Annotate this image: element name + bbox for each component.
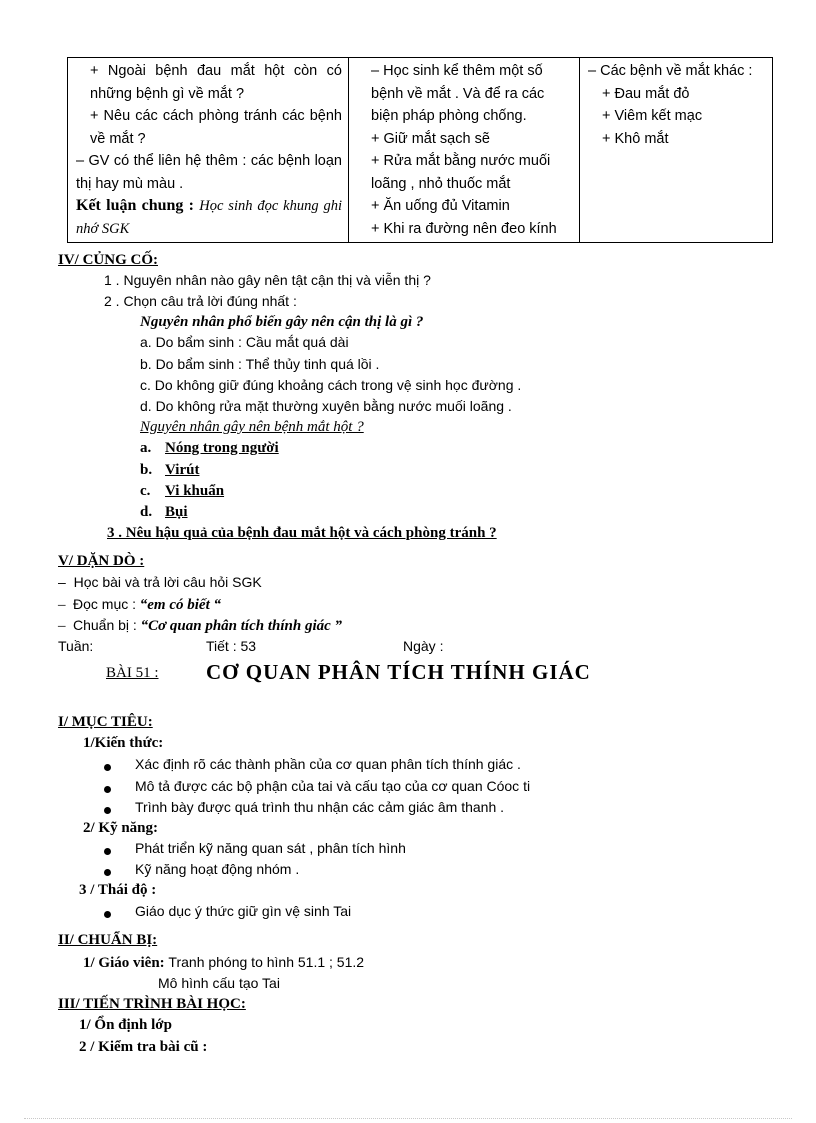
- teacher-prep-model: Mô hình cấu tạo Tai: [158, 975, 280, 991]
- step-stabilize-class: 1/ Ổn định lớp: [79, 1017, 172, 1033]
- content-cell: [580, 58, 773, 243]
- other-diseases-intro: – Các bệnh về mắt khác :: [588, 63, 753, 79]
- subquestion-1-option: d. Do không rửa mặt thường xuyên bằng nước muối loãng .: [140, 398, 512, 414]
- question-other-eye-diseases: + Ngoài bệnh đau mắt hột còn có những bệnh gì về mắt ?: [90, 63, 342, 102]
- dash-icon: –: [58, 618, 66, 634]
- subquestion-1-option: b. Do bẩm sinh : Thể thủy tinh quá lồi .: [140, 356, 380, 372]
- lesson-title: CƠ QUAN PHÂN TÍCH THÍNH GIÁC: [206, 660, 591, 684]
- student-intro: – Học sinh kể thêm một số bệnh về mắt . Và để ra các biện pháp phòng chống.: [371, 63, 545, 124]
- bullet-icon: [104, 869, 111, 876]
- subquestion-2-option: Vi khuẩn: [165, 483, 225, 499]
- subquestion-1-option: a. Do bẩm sinh : Cầu mắt quá dài: [140, 334, 349, 350]
- bullet-icon: [104, 764, 111, 771]
- subquestion-2-letter: a.: [140, 440, 152, 456]
- review-question-2: 2 . Chọn câu trả lời đúng nhất :: [104, 293, 297, 309]
- conclusion-label: Kết luận chung :: [76, 197, 194, 214]
- question-prevention: + Nêu các cách phòng tránh các bệnh về mắt ?: [90, 108, 342, 147]
- bullet-icon: [104, 807, 111, 814]
- attitude-item: Giáo dục ý thức giữ gìn vệ sinh Tai: [135, 903, 352, 919]
- subquestion-2-letter: b.: [140, 462, 153, 478]
- teacher-note: – GV có thể liên hệ thêm : các bệnh loạn thị hay mù màu .: [76, 153, 342, 192]
- skill-item: Phát triển kỹ năng quan sát , phân tích hình: [135, 840, 406, 856]
- measure-item: + Giữ mắt sạch sẽ: [371, 130, 490, 147]
- disease-item: + Khô mắt: [602, 130, 669, 147]
- subquestion-2-option: Virút: [165, 462, 200, 478]
- subquestion-1-option: c. Do không giữ đúng khoảng cách trong vệ sinh học đường .: [140, 377, 522, 393]
- review-question-1: 1 . Nguyên nhân nào gây nên tật cận thị và viễn thị ?: [104, 272, 431, 288]
- bullet-icon: [104, 848, 111, 855]
- homework-line-3: – Chuẩn bị : “Cơ quan phân tích thính giác ”: [58, 617, 343, 634]
- section-iii-heading: III/ TIẾN TRÌNH BÀI HỌC:: [58, 996, 246, 1012]
- homework-line-2: – Đọc mục : “em có biết “: [58, 596, 221, 613]
- subquestion-1-title: Nguyên nhân phổ biến gây nên cận thị là gì ?: [140, 314, 424, 330]
- subquestion-2-letter: c.: [140, 483, 151, 499]
- knowledge-label: 1/Kiến thức:: [83, 735, 164, 751]
- measure-item: + Rửa mắt bằng nước muối loãng , nhỏ thuốc mắt: [371, 153, 551, 192]
- section-i-heading: I/ MỤC TIÊU:: [58, 714, 153, 730]
- week-label: Tuần:: [58, 638, 94, 654]
- page-footer-divider: [24, 1118, 792, 1119]
- skill-item: Kỹ năng hoạt động nhóm .: [135, 861, 300, 877]
- skills-label: 2/ Kỹ năng:: [83, 820, 159, 836]
- section-iv-heading: IV/ CỦNG CỐ:: [58, 252, 158, 268]
- bullet-icon: [104, 786, 111, 793]
- knowledge-item: Xác định rõ các thành phần của cơ quan phân tích thính giác .: [135, 756, 521, 772]
- attitude-label: 3 / Thái độ :: [79, 882, 157, 898]
- conclusion: [76, 195, 342, 240]
- step-check-old-lesson: 2 / Kiểm tra bài cũ :: [79, 1039, 208, 1055]
- student-activity-cell: [349, 58, 580, 243]
- period-label: Tiết : 53: [206, 638, 257, 654]
- knowledge-item: Trình bày được quá trình thu nhận các cảm giác âm thanh .: [135, 799, 505, 815]
- lesson-number: BÀI 51 :: [106, 665, 159, 681]
- subquestion-2-title: Nguyên nhân gây nên bệnh mắt hột ?: [140, 419, 364, 435]
- measure-item: + Ăn uống đủ Vitamin: [371, 198, 510, 214]
- dash-icon: –: [58, 597, 66, 613]
- disease-item: + Viêm kết mạc: [602, 108, 703, 124]
- bullet-icon: [104, 911, 111, 918]
- date-label: Ngày :: [403, 638, 444, 654]
- dash-icon: –: [58, 574, 66, 590]
- teacher-prep: 1/ Giáo viên: Tranh phóng to hình 51.1 ; 51.2: [83, 954, 365, 971]
- measure-item: + Khi ra đường nên đeo kính: [371, 220, 557, 237]
- section-ii-heading: II/ CHUẨN BỊ:: [58, 932, 158, 948]
- homework-line-1: – Học bài và trả lời câu hỏi SGK: [58, 574, 262, 590]
- teacher-activity-cell: [68, 58, 349, 243]
- section-v-heading: V/ DẶN DÒ :: [58, 553, 145, 569]
- conclusion-text: Học sinh đọc khung ghi nhớ SGK: [76, 198, 343, 237]
- knowledge-item: Mô tả được các bộ phận của tai và cấu tạo của cơ quan Cóoc ti: [135, 778, 531, 794]
- subquestion-2-option: Nóng trong người: [165, 440, 279, 456]
- subquestion-2-letter: d.: [140, 504, 153, 520]
- activity-table: [67, 57, 773, 243]
- disease-item: + Đau mắt đỏ: [602, 85, 690, 102]
- review-question-3: 3 . Nêu hậu quả của bệnh đau mắt hột và cách phòng tránh ?: [107, 525, 497, 541]
- subquestion-2-option: Bụi: [165, 504, 188, 520]
